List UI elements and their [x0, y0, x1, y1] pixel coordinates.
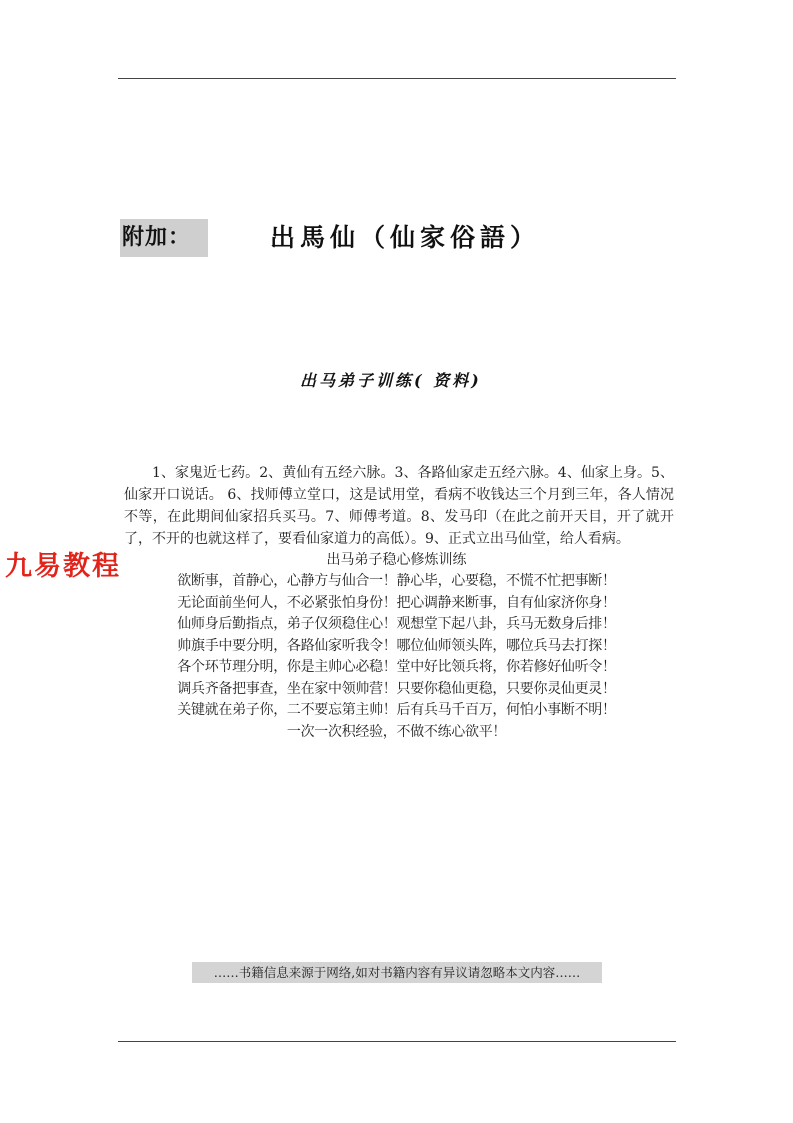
watermark-logo: 九易教程: [5, 551, 121, 582]
body-paragraph: 1、家鬼近七药。2、黄仙有五经六脉。3、各路仙家走五经六脉。4、仙家上身。5、仙家开口说话。 6、找师傅立堂口，这是试用堂，看病不收钱达三个月到三年，各人情况不等，在此期间仙家招兵买马。7、师傅考道。8、发马印（在此之前开天目，开了就开了，不开的也就这样了，要看仙家道力的高低）。9、正式立出马仙堂，给人看病。: [124, 465, 674, 547]
footer-rule: [118, 1041, 676, 1042]
poem-line: 仙师身后勤指点，弟子仅须稳住心！观想堂下起八卦，兵马无数身后排！: [177, 616, 616, 632]
poem-block: [150, 549, 643, 743]
poem-line: 帅旗手中要分明，各路仙家听我令！哪位仙师领头阵，哪位兵马去打探！: [177, 637, 616, 654]
poem-line: 无论面前坐何人，不必紧张怕身份！把心调静来断事，自有仙家济你身！: [177, 594, 616, 611]
poem-line: 关键就在弟子你，二不要忘第主帅！后有兵马千百万，何怕小事断不明！: [177, 702, 616, 718]
appendix-label: 附加：: [120, 219, 208, 257]
poem-title: 出马弟子稳心修炼训练: [326, 552, 467, 568]
section-subtitle: 出马弟子训练( 资料): [300, 371, 482, 390]
poem-line: 一次一次积经验，不做不练心欲平！: [286, 723, 507, 740]
poem-line: 调兵齐备把事查，坐在家中领帅营！只要你稳仙更稳，只要你灵仙更灵！: [177, 680, 616, 697]
page-title: 出馬仙（仙家俗語）: [270, 223, 541, 252]
body-text: [124, 462, 674, 550]
poem-line: 各个环节理分明，你是主帅心必稳！堂中好比领兵将，你若修好仙听令！: [177, 659, 616, 675]
footer-disclaimer: ……书籍信息来源于网络,如对书籍内容有异议请忽略本文内容……: [192, 962, 602, 983]
poem-line: 欲断事，首静心，心静方与仙合一！静心毕，心要稳，不慌不忙把事断！: [177, 573, 616, 589]
header-rule: [118, 78, 676, 79]
